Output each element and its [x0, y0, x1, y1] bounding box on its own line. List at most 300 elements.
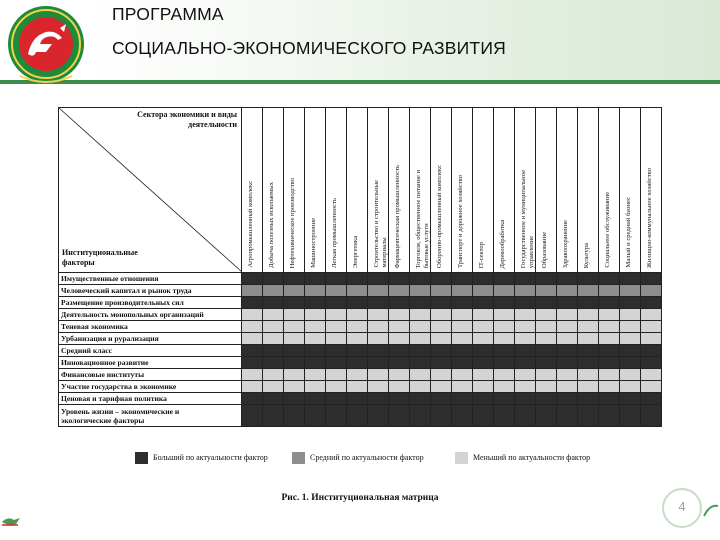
matrix-cell-dark [368, 405, 389, 427]
matrix-cell-medium [368, 285, 389, 297]
matrix-cell-light [410, 321, 431, 333]
matrix-cell-dark [620, 273, 641, 285]
sector-header-cell [452, 108, 473, 273]
matrix-cell-dark [557, 393, 578, 405]
matrix-cell-light [305, 321, 326, 333]
matrix-cell-dark [473, 297, 494, 309]
matrix-cell-dark [326, 345, 347, 357]
factor-row [59, 297, 662, 309]
matrix-cell-light [641, 309, 662, 321]
matrix-cell-light [557, 309, 578, 321]
matrix-cell-dark [242, 357, 263, 369]
matrix-cell-light [641, 369, 662, 381]
matrix-cell-dark [599, 393, 620, 405]
matrix-cell-dark [578, 357, 599, 369]
sector-header-label: Добыча полезных ископаемых [268, 182, 275, 268]
matrix-cell-dark [641, 345, 662, 357]
matrix-cell-dark [410, 297, 431, 309]
sector-header-label: Оборонно-промышленный комплекс [436, 164, 443, 268]
sector-header [515, 108, 535, 272]
matrix-cell-dark [620, 405, 641, 427]
header-divider [0, 80, 720, 84]
matrix-cell-dark [452, 357, 473, 369]
matrix-cell-light [347, 381, 368, 393]
sector-header [284, 108, 304, 272]
matrix-cell-dark [347, 297, 368, 309]
factor-row [59, 393, 662, 405]
matrix-cell-light [347, 309, 368, 321]
factor-label: Человеческий капитал и рынок труда [59, 285, 242, 297]
matrix-cell-dark [305, 297, 326, 309]
matrix-cell-dark [557, 345, 578, 357]
factor-label: Финансовые институты [59, 369, 242, 381]
matrix-cell-dark [284, 273, 305, 285]
matrix-cell-dark [578, 273, 599, 285]
matrix-cell-dark [242, 393, 263, 405]
factor-row [59, 285, 662, 297]
page-number: 4 [678, 499, 686, 514]
matrix-cell-dark [452, 393, 473, 405]
corner-sectors-label: Сектора экономики и виды деятельности [137, 110, 237, 129]
matrix-cell-dark [263, 405, 284, 427]
matrix-cell-medium [599, 285, 620, 297]
matrix-cell-light [368, 369, 389, 381]
matrix-cell-light [473, 381, 494, 393]
page-number-badge [662, 488, 702, 528]
sector-header [494, 108, 514, 272]
matrix-cell-light [410, 381, 431, 393]
matrix-cell-dark [284, 393, 305, 405]
matrix-cell-dark [326, 393, 347, 405]
matrix-cell-dark [368, 357, 389, 369]
matrix-cell-medium [284, 285, 305, 297]
matrix-cell-light [599, 333, 620, 345]
matrix-cell-light [599, 381, 620, 393]
matrix-cell-dark [515, 297, 536, 309]
matrix-cell-dark [557, 297, 578, 309]
matrix-cell-dark [368, 273, 389, 285]
matrix-cell-dark [347, 393, 368, 405]
matrix-cell-dark [368, 345, 389, 357]
sector-header-cell [494, 108, 515, 273]
matrix-cell-light [431, 333, 452, 345]
matrix-cell-light [620, 321, 641, 333]
matrix-cell-dark [305, 393, 326, 405]
sector-header [599, 108, 619, 272]
matrix-cell-light [452, 321, 473, 333]
matrix-cell-light [494, 321, 515, 333]
matrix-cell-dark [305, 273, 326, 285]
matrix-cell-dark [431, 297, 452, 309]
matrix-cell-light [305, 333, 326, 345]
sector-header-cell [515, 108, 536, 273]
matrix-cell-medium [410, 285, 431, 297]
matrix-cell-light [389, 333, 410, 345]
footer-mark-right-icon [700, 500, 720, 520]
matrix-cell-dark [557, 357, 578, 369]
factor-row [59, 321, 662, 333]
matrix-cell-dark [494, 393, 515, 405]
matrix-cell-light [263, 369, 284, 381]
legend-swatch-dark [135, 452, 148, 464]
matrix-cell-light [515, 381, 536, 393]
sector-header-cell [620, 108, 641, 273]
matrix-cell-dark [578, 297, 599, 309]
matrix-cell-light [536, 333, 557, 345]
factor-row [59, 333, 662, 345]
sector-header-cell [242, 108, 263, 273]
matrix-cell-dark [473, 345, 494, 357]
matrix-cell-light [515, 309, 536, 321]
sector-header-label: Культура [583, 242, 590, 268]
matrix-cell-light [557, 369, 578, 381]
matrix-cell-dark [536, 273, 557, 285]
sector-header-cell [431, 108, 452, 273]
matrix-cell-light [284, 369, 305, 381]
sector-header-label: Жилищно-коммунальное хозяйство [646, 167, 653, 268]
factor-label: Ценовая и тарифная политика [59, 393, 242, 405]
sector-header-label: Транспорт и дорожное хозяйство [457, 175, 464, 268]
matrix-cell-dark [494, 405, 515, 427]
matrix-cell-medium [305, 285, 326, 297]
matrix-cell-dark [305, 357, 326, 369]
matrix-cell-dark [284, 345, 305, 357]
sector-header [536, 108, 556, 272]
matrix-cell-dark [641, 297, 662, 309]
legend-label-dark: Больший по актуальности фактор [153, 453, 268, 462]
matrix-cell-light [536, 369, 557, 381]
matrix-cell-dark [494, 357, 515, 369]
sector-header [305, 108, 325, 272]
matrix-cell-light [389, 321, 410, 333]
tatarstan-emblem-icon [2, 2, 90, 88]
matrix-cell-medium [452, 285, 473, 297]
matrix-cell-light [620, 309, 641, 321]
matrix-cell-light [242, 309, 263, 321]
matrix-cell-dark [389, 405, 410, 427]
matrix-cell-dark [347, 357, 368, 369]
matrix-cell-dark [473, 393, 494, 405]
matrix-cell-light [494, 369, 515, 381]
page-title-line-1: ПРОГРАММА [112, 4, 224, 24]
matrix-cell-light [410, 333, 431, 345]
sector-header-label: Деревообработка [499, 219, 506, 268]
sector-header-label: Агропромышленный комплекс [247, 181, 254, 268]
factor-label: Теневая экономика [59, 321, 242, 333]
sector-header [620, 108, 640, 272]
matrix-cell-dark [410, 405, 431, 427]
matrix-cell-dark [305, 345, 326, 357]
factor-label: Средний класс [59, 345, 242, 357]
sector-header-label: Машиностроение [310, 218, 317, 268]
matrix-cell-dark [284, 405, 305, 427]
matrix-cell-dark [641, 273, 662, 285]
matrix-cell-light [578, 321, 599, 333]
matrix-cell-light [410, 309, 431, 321]
matrix-cell-light [431, 369, 452, 381]
matrix-cell-dark [473, 273, 494, 285]
matrix-cell-dark [242, 405, 263, 427]
sector-header [263, 108, 283, 272]
matrix-cell-dark [515, 273, 536, 285]
matrix-cell-dark [641, 357, 662, 369]
matrix-cell-dark [578, 393, 599, 405]
matrix-cell-medium [557, 285, 578, 297]
sector-header [578, 108, 598, 272]
matrix-cell-dark [599, 345, 620, 357]
footer-mark-left-icon [0, 512, 22, 528]
sector-header-cell [347, 108, 368, 273]
legend-swatch-medium [292, 452, 305, 464]
matrix-cell-dark [242, 273, 263, 285]
matrix-cell-medium [641, 285, 662, 297]
factor-row [59, 345, 662, 357]
matrix-cell-light [326, 333, 347, 345]
sector-header [431, 108, 451, 272]
matrix-cell-light [326, 369, 347, 381]
factor-label: Размещение производительных сил [59, 297, 242, 309]
matrix-cell-light [368, 321, 389, 333]
matrix-cell-dark [263, 273, 284, 285]
sector-header-label: Государственное и муниципальное управление [520, 169, 535, 268]
matrix-cell-dark [620, 357, 641, 369]
matrix-cell-medium [431, 285, 452, 297]
matrix-cell-light [536, 321, 557, 333]
matrix-cell-medium [242, 285, 263, 297]
matrix-cell-dark [641, 405, 662, 427]
matrix-cell-dark [473, 405, 494, 427]
matrix-cell-dark [389, 357, 410, 369]
matrix-cell-medium [326, 285, 347, 297]
matrix-cell-light [473, 309, 494, 321]
matrix-cell-light [536, 381, 557, 393]
factor-label: Деятельность монопольных организаций [59, 309, 242, 321]
sector-header [473, 108, 493, 272]
matrix-cell-light [452, 309, 473, 321]
factor-row [59, 369, 662, 381]
matrix-cell-light [410, 369, 431, 381]
sector-header-label: Торговля, общественное питание и бытовые услуги [415, 169, 430, 268]
matrix-cell-light [242, 321, 263, 333]
matrix-cell-light [620, 333, 641, 345]
matrix-cell-dark [641, 393, 662, 405]
matrix-cell-light [305, 369, 326, 381]
matrix-cell-light [347, 321, 368, 333]
matrix-cell-dark [515, 357, 536, 369]
matrix-corner [59, 108, 241, 272]
matrix-cell-light [557, 321, 578, 333]
matrix-corner-cell [59, 108, 242, 273]
sector-header-label: Строительство и строительные материалы [373, 180, 388, 268]
matrix-cell-dark [452, 273, 473, 285]
factor-label: Участие государства в экономике [59, 381, 242, 393]
sector-header-label: Образование [541, 231, 548, 268]
matrix-cell-light [599, 369, 620, 381]
legend-label-medium: Средний по актуальности фактор [310, 453, 424, 462]
sector-header [347, 108, 367, 272]
sector-header-label: Нефтехимическое производство [289, 177, 296, 268]
matrix-cell-light [557, 333, 578, 345]
sector-header [389, 108, 409, 272]
matrix-cell-light [284, 333, 305, 345]
matrix-cell-dark [368, 393, 389, 405]
matrix-cell-dark [431, 393, 452, 405]
matrix-cell-dark [389, 297, 410, 309]
sector-header-cell [473, 108, 494, 273]
matrix-cell-light [263, 381, 284, 393]
matrix-cell-dark [557, 273, 578, 285]
matrix-cell-dark [347, 405, 368, 427]
matrix-cell-dark [284, 297, 305, 309]
sector-header-label: Легкая промышленность [331, 198, 338, 268]
sector-header [452, 108, 472, 272]
matrix-cell-dark [389, 345, 410, 357]
matrix-cell-dark [410, 345, 431, 357]
factor-row [59, 309, 662, 321]
matrix-cell-medium [389, 285, 410, 297]
page-title-line-2: СОЦИАЛЬНО-ЭКОНОМИЧЕСКОГО РАЗВИТИЯ [112, 38, 506, 58]
matrix-cell-dark [515, 345, 536, 357]
sector-header-label: Малый и средний бизнес [625, 197, 632, 268]
matrix-cell-dark [410, 393, 431, 405]
sector-header-label: Энергетика [352, 235, 359, 268]
matrix-cell-light [263, 321, 284, 333]
matrix-cell-light [599, 321, 620, 333]
matrix-cell-medium [263, 285, 284, 297]
sector-header-cell [641, 108, 662, 273]
matrix-cell-dark [578, 345, 599, 357]
matrix-cell-light [536, 309, 557, 321]
matrix-cell-dark [620, 393, 641, 405]
matrix-cell-dark [410, 357, 431, 369]
matrix-cell-dark [431, 405, 452, 427]
matrix-cell-light [305, 309, 326, 321]
matrix-cell-light [242, 369, 263, 381]
matrix-cell-dark [494, 345, 515, 357]
matrix-cell-light [347, 333, 368, 345]
matrix-cell-light [515, 369, 536, 381]
matrix-cell-dark [599, 297, 620, 309]
factor-label: Уровень жизни – экономические и экологические факторы [59, 405, 242, 427]
header-bar [0, 0, 720, 84]
matrix-cell-medium [620, 285, 641, 297]
matrix-cell-light [452, 369, 473, 381]
matrix-cell-light [578, 381, 599, 393]
matrix-cell-dark [326, 273, 347, 285]
sector-header-cell [557, 108, 578, 273]
matrix-table [58, 107, 662, 427]
matrix-cell-light [389, 381, 410, 393]
matrix-cell-medium [536, 285, 557, 297]
matrix-cell-dark [389, 273, 410, 285]
matrix-cell-light [620, 381, 641, 393]
matrix-cell-dark [494, 297, 515, 309]
matrix-cell-dark [536, 357, 557, 369]
sector-header-cell [263, 108, 284, 273]
sector-header-label: Социальное обслуживание [604, 192, 611, 268]
matrix-cell-dark [578, 405, 599, 427]
sector-header-cell [599, 108, 620, 273]
matrix-cell-light [326, 309, 347, 321]
sector-header-cell [410, 108, 431, 273]
matrix-cell-dark [326, 297, 347, 309]
matrix-cell-light [473, 369, 494, 381]
sector-header [641, 108, 661, 272]
matrix-cell-dark [242, 345, 263, 357]
sector-header [326, 108, 346, 272]
matrix-cell-light [368, 309, 389, 321]
matrix-cell-dark [263, 393, 284, 405]
matrix-cell-light [494, 381, 515, 393]
factor-row [59, 405, 662, 427]
matrix-cell-light [494, 333, 515, 345]
matrix-cell-light [557, 381, 578, 393]
matrix-cell-light [431, 381, 452, 393]
matrix-cell-dark [599, 357, 620, 369]
sector-header [557, 108, 577, 272]
matrix-cell-medium [347, 285, 368, 297]
matrix-cell-dark [452, 297, 473, 309]
matrix-cell-light [641, 381, 662, 393]
factor-label: Инновационное развитие [59, 357, 242, 369]
sector-header-cell [578, 108, 599, 273]
matrix-cell-light [284, 381, 305, 393]
matrix-cell-light [284, 321, 305, 333]
factor-row [59, 273, 662, 285]
matrix-cell-light [452, 381, 473, 393]
matrix-cell-light [368, 333, 389, 345]
matrix-cell-light [389, 369, 410, 381]
sector-header [410, 108, 430, 272]
matrix-cell-light [305, 381, 326, 393]
matrix-cell-dark [452, 405, 473, 427]
sector-header-label: Здравоохранение [562, 219, 569, 268]
matrix-cell-dark [536, 297, 557, 309]
matrix-cell-dark [431, 273, 452, 285]
matrix-cell-light [599, 309, 620, 321]
matrix-cell-dark [557, 405, 578, 427]
institutional-matrix [58, 107, 661, 447]
matrix-cell-light [242, 333, 263, 345]
matrix-cell-dark [347, 345, 368, 357]
matrix-cell-light [515, 333, 536, 345]
sector-header-cell [368, 108, 389, 273]
matrix-cell-dark [242, 297, 263, 309]
matrix-cell-medium [578, 285, 599, 297]
matrix-cell-light [494, 309, 515, 321]
matrix-cell-dark [599, 405, 620, 427]
matrix-cell-light [431, 309, 452, 321]
matrix-cell-light [641, 333, 662, 345]
matrix-cell-light [263, 309, 284, 321]
matrix-cell-dark [326, 357, 347, 369]
matrix-cell-light [473, 321, 494, 333]
matrix-cell-dark [263, 297, 284, 309]
matrix-cell-light [578, 309, 599, 321]
matrix-cell-light [431, 321, 452, 333]
matrix-cell-light [326, 381, 347, 393]
matrix-cell-dark [599, 273, 620, 285]
matrix-cell-light [242, 381, 263, 393]
matrix-cell-dark [347, 273, 368, 285]
matrix-cell-light [473, 333, 494, 345]
sector-header-cell [389, 108, 410, 273]
matrix-cell-medium [515, 285, 536, 297]
matrix-cell-light [263, 333, 284, 345]
matrix-cell-light [284, 309, 305, 321]
sector-header [368, 108, 388, 272]
factor-label: Имущественные отношения [59, 273, 242, 285]
